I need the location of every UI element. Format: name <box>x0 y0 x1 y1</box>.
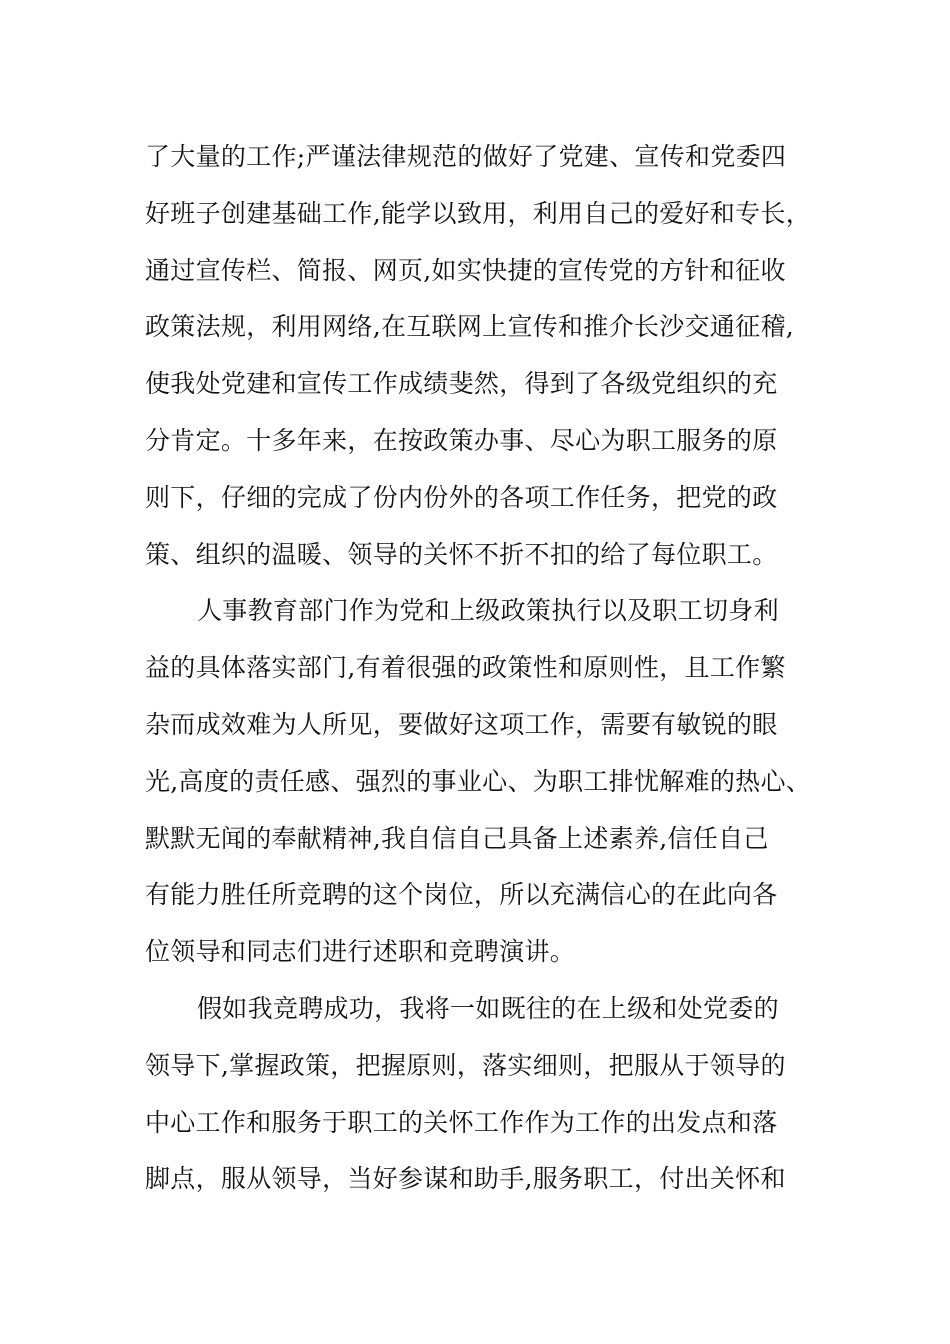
text-line: 有能力胜任所竞聘的这个岗位，所以充满信心的在此向各 <box>145 880 778 910</box>
text-line: 分肯定。十多年来，在按政策办事、尽心为职工服务的原 <box>145 425 778 455</box>
document-body <box>145 129 815 1208</box>
text-line: 杂而成效难为人所见，要做好这项工作，需要有敏锐的眼 <box>145 709 778 739</box>
text-line: 人事教育部门作为党和上级政策执行以及职工切身利 <box>197 596 779 626</box>
text-line: 光,高度的责任感、强烈的事业心、为职工排忧解难的热心、 <box>145 766 812 796</box>
text-line: 通过宣传栏、简报、网页,如实快捷的宣传党的方针和征收 <box>145 255 786 285</box>
text-line: 默默无闻的奉献精神,我自信自己具备上述素养,信任自己 <box>145 823 769 853</box>
paragraph-2 <box>145 583 815 981</box>
text-line: 中心工作和服务于职工的关怀工作作为工作的出发点和落 <box>145 1107 778 1137</box>
text-line: 位领导和同志们进行述职和竞聘演讲。 <box>145 937 576 967</box>
text-line: 好班子创建基础工作,能学以致用，利用自己的爱好和专长， <box>145 198 812 228</box>
text-line: 策、组织的温暖、领导的关怀不折不扣的给了每位职工。 <box>145 539 778 569</box>
text-line: 则下，仔细的完成了份内份外的各项工作任务，把党的政 <box>145 482 778 512</box>
paragraph-3 <box>145 981 815 1208</box>
paragraph-1 <box>145 129 815 583</box>
text-line: 领导下,掌握政策，把握原则，落实细则，把服从于领导的 <box>145 1050 786 1080</box>
text-line: 假如我竞聘成功，我将一如既往的在上级和处党委的 <box>197 993 779 1023</box>
text-line: 脚点，服从领导，当好参谋和助手,服务职工，付出关怀和 <box>145 1164 786 1194</box>
text-line: 使我处党建和宣传工作成绩斐然，得到了各级党组织的充 <box>145 369 778 399</box>
text-line: 政策法规，利用网络,在互联网上宣传和推介长沙交通征稽, <box>145 312 794 342</box>
text-line: 益的具体落实部门,有着很强的政策性和原则性，且工作繁 <box>145 653 786 683</box>
text-line: 了大量的工作;严谨法律规范的做好了党建、宣传和党委四 <box>145 142 787 171</box>
